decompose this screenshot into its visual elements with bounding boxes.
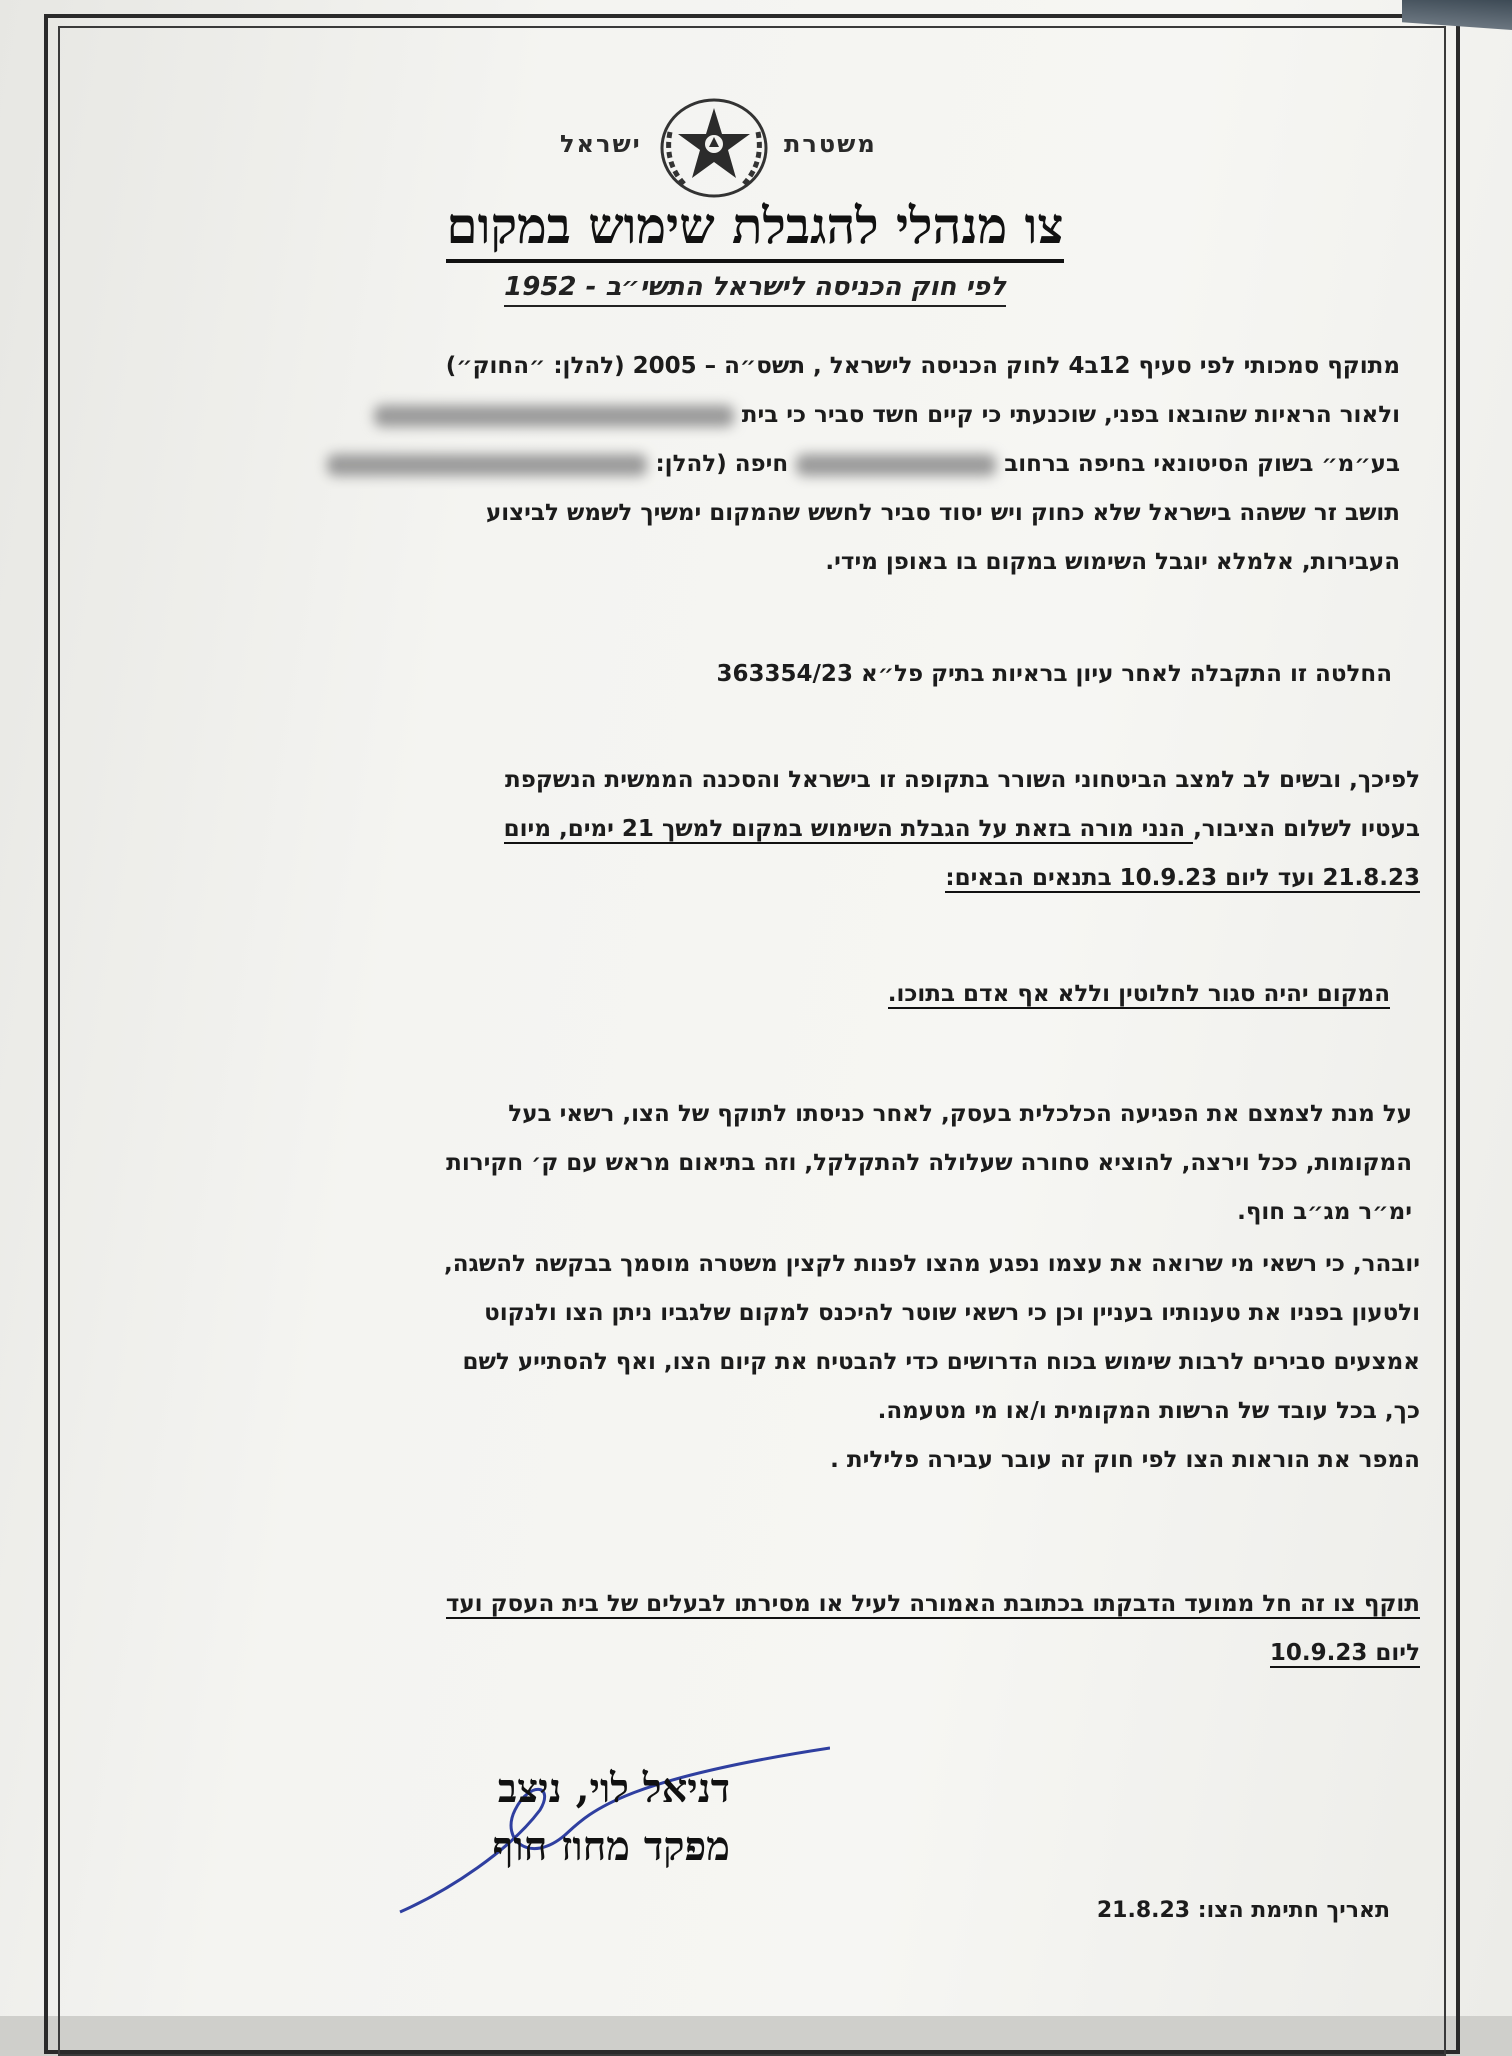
paragraph-appeal	[120, 1240, 1420, 1485]
paragraph-line: בע״מ״ בשוק הסיטונאי בחיפה ברחובחיפה (להלן:	[130, 440, 1400, 489]
paragraph-line: המקומות, ככל וירצה, להוציא סחורה שעלולה להתקלקל, וזה בתיאום מראש עם ק׳ חקירות	[446, 1150, 1412, 1176]
signatory-role: מפקד מחוז חוף	[492, 1823, 730, 1870]
letterhead-org-left: ישראל	[560, 130, 642, 158]
police-emblem-icon	[648, 92, 780, 204]
paragraph-line: ימ״ר מג״ב חוף.	[1237, 1199, 1412, 1225]
paragraph-authority	[130, 342, 1400, 587]
redacted-text	[327, 454, 647, 476]
paragraph-line: לפיכך, ובשים לב למצב הביטחוני השורר בתקופה זו בישראל והסכנה הממשית הנשקפת	[505, 767, 1420, 793]
paragraph-line: ולאור הראיות שהובאו בפני, שוכנעתי כי קיים חשד סביר כי בית	[130, 391, 1400, 440]
document-body	[60, 0, 1450, 2016]
paragraph-line: מתוקף סמכותי לפי סעיף 12ב4 לחוק הכניסה לישראל , תשס״ה – 2005 (להלן: ״החוק״)	[445, 353, 1400, 379]
decision-statement: החלטה זו התקבלה לאחר עיון בראיות בתיק פל״א 363354/23	[716, 661, 1392, 687]
signatory-block	[310, 1760, 730, 1876]
paragraph-line: העבירות, אלמלא יוגבל השימוש במקום בו באופן מידי.	[825, 549, 1400, 575]
signing-date-label: תאריך חתימת הצו:	[1197, 1898, 1390, 1923]
letterhead-org-right: משטרת	[784, 130, 877, 158]
redacted-text	[796, 454, 996, 476]
paragraph-line: יובהר, כי רשאי מי שרואה את עצמו נפגע מהצו לפנות לקצין משטרה מוסמך בבקשה להשגה,	[443, 1251, 1420, 1277]
signing-date	[1097, 1898, 1390, 1923]
page-subtitle: לפי חוק הכניסה לישראל התשי״ב - 1952	[60, 272, 1450, 302]
paragraph-line: על מנת לצמצם את הפגיעה הכלכלית בעסק, לאחר כניסתו לתוקף של הצו, רשאי בעל	[508, 1101, 1412, 1127]
paragraph-line: 21.8.23 ועד ליום 10.9.23 בתנאים הבאים:	[945, 865, 1420, 891]
redacted-text	[374, 405, 734, 427]
paragraph-line: בעטיו לשלום הציבור, הנני מורה בזאת על הגבלת השימוש במקום למשך 21 ימים, מיום	[503, 816, 1420, 842]
paragraph-line: המפר את הוראות הצו לפי חוק זה עובר עבירה פלילית .	[830, 1447, 1420, 1473]
paragraph-line: אמצעים סבירים לרבות שימוש בכוח הדרושים כדי להבטיח את קיום הצו, ואף להסתייע לשם	[462, 1349, 1420, 1375]
paragraph-line: ליום 10.9.23	[1269, 1640, 1420, 1666]
order-condition: המקום יהיה סגור לחלוטין וללא אף אדם בתוכו.	[887, 981, 1390, 1007]
page-title: צו מנהלי להגבלת שימוש במקום	[60, 196, 1450, 255]
paragraph-line: תושב זר ששהה בישראל שלא כחוק ויש יסוד סביר לחשש שהמקום ימשיך לשמש לביצוע	[485, 500, 1400, 526]
validity-statement	[110, 1580, 1420, 1678]
paragraph-line: תוקף צו זה חל ממועד הדבקתו בכתובת האמורה לעיל או מסירתו לבעלים של בית העסק ועד	[445, 1591, 1420, 1617]
paragraph-goods	[132, 1090, 1412, 1237]
paragraph-line: כך, בכל עובד של הרשות המקומית ו/או מי מטעמה.	[877, 1398, 1420, 1424]
signatory-name: דניאל לוי, ניצב	[497, 1765, 730, 1812]
signing-date-value: 21.8.23	[1096, 1898, 1191, 1923]
paragraph-order	[130, 756, 1420, 903]
letterhead	[60, 92, 1450, 212]
paragraph-line: ולטעון בפניו את טענותיו בעניין וכן כי רשאי שוטר להיכנס למקום שלגביו ניתן הצו ולנקוט	[484, 1300, 1420, 1326]
